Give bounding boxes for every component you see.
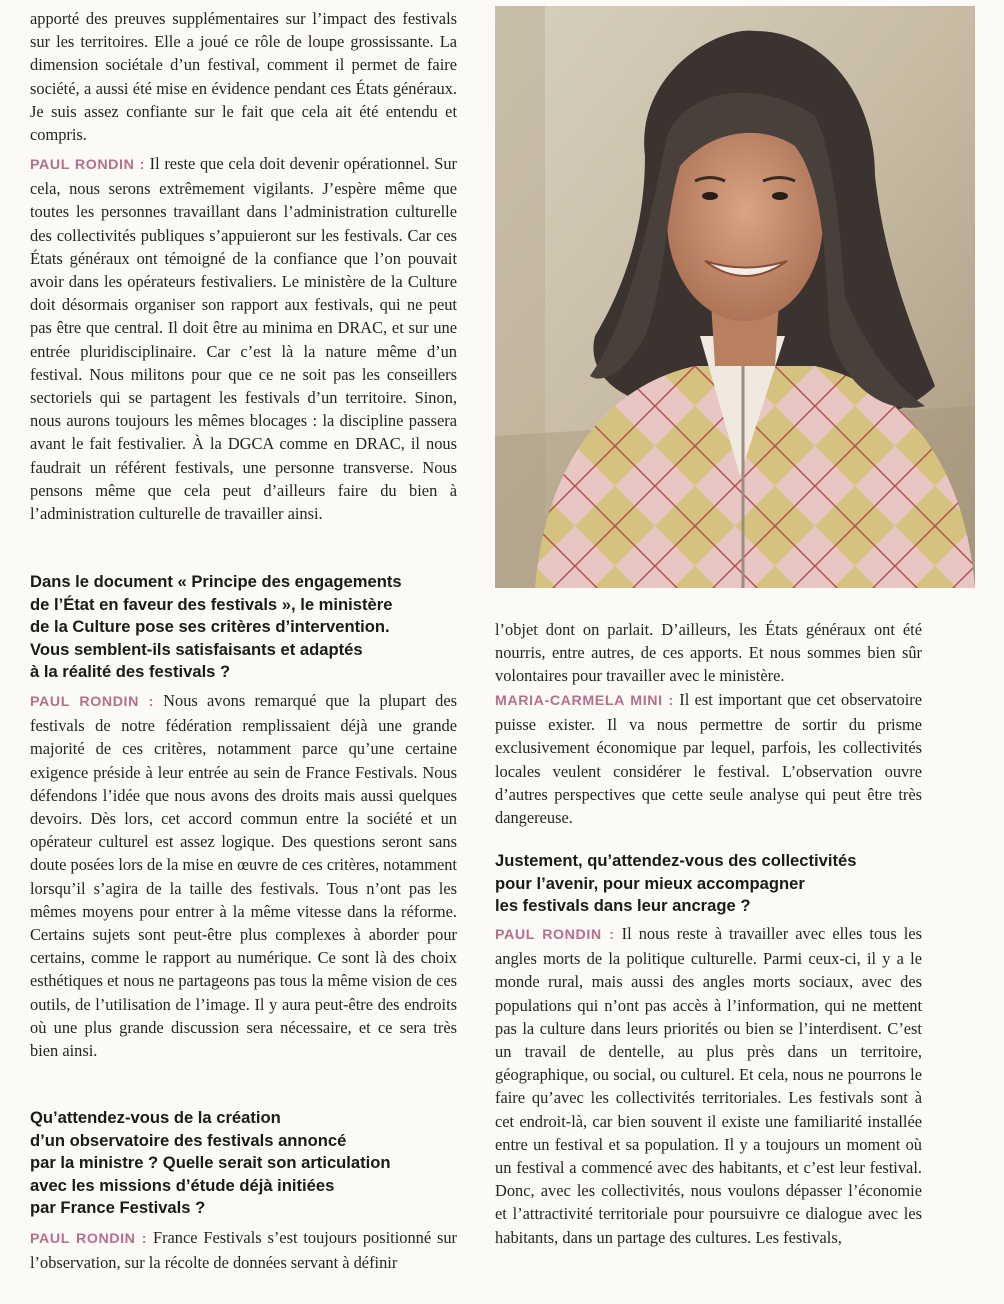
question-line: pour l’avenir, pour mieux accompagner: [495, 873, 805, 893]
paragraph-rondin-2: [30, 689, 457, 1062]
paragraph-right-1: l’objet dont on parlait. D’ailleurs, les États généraux ont été nourris, entre autres, de ces apports. Et nous sommes bien sûr volontaires pour travailler avec le ministère.: [495, 620, 922, 686]
question-line: Vous semblent-ils satisfaisants et adaptés: [30, 639, 363, 659]
paragraph-rondin-3: [30, 1226, 457, 1274]
paragraph-intro: apporté des preuves supplémentaires sur l’impact des festivals sur les territoires. Elle a joué ce rôle de loupe grossissante. La dimension sociétale d’un festival, comment il permet de faire société, a aussi été mise en évidence pendant ces États généraux. Je suis assez confiante sur le fait que cela ait été entendu et compris.: [30, 9, 457, 145]
speaker-label: MARIA-CARMELA MINI :: [495, 693, 674, 709]
speaker-label: PAUL RONDIN :: [30, 1231, 148, 1247]
question-line: Justement, qu’attendez-vous des collectivités: [495, 851, 857, 870]
question-3: [495, 850, 935, 918]
paragraph-rondin-1: [30, 152, 457, 525]
portrait-illustration: [495, 6, 975, 588]
question-line: les festivals dans leur ancrage ?: [495, 896, 751, 916]
speaker-label: PAUL RONDIN :: [30, 694, 154, 710]
paragraph-mini: [495, 688, 922, 829]
question-line: de l’État en faveur des festivals », le ministère: [30, 594, 393, 614]
question-line: d’un observatoire des festivals annoncé: [30, 1130, 347, 1150]
question-line: Qu’attendez-vous de la création: [30, 1108, 281, 1127]
question-1: [30, 571, 470, 684]
speaker-label: PAUL RONDIN :: [495, 927, 615, 943]
answer-text: Il est important que cet observatoire puisse exister. Il va nous permettre de sortir du prisme exclusivement économique par lequel, parfois, les collectivités locales veulent considérer le festival. L’observation ouvre d’autres perspectives que cette seule analyse qui peut être très dangereuse.: [495, 690, 923, 828]
answer-text: France Festivals s’est toujours positionné sur l’observation, sur la récolte de données servant à définir: [30, 1228, 457, 1273]
question-line: par France Festivals ?: [30, 1198, 206, 1218]
paragraph-rondin-4: [495, 922, 922, 1249]
answer-text: Il nous reste à travailler avec elles tous les angles morts de la politique culturelle. Parmi ceux-ci, il y a le monde rural, mais aussi des angles morts sociaux, avec des populations qui n’ont pas accès à l’information, qui ne mettent pas la culture dans leurs priorités ou bien se l’interdisent. C’est un travail de dentelle, au plus près dans un territoire, géographique, ou social, ou culturel. Et cela, nous ne pourrons le faire qu’avec les collectivités territoriales. Les festivals sont à cet endroit-là, car bien souvent il existe une familiarité installée entre un festival et sa population. Il y a toujours un moment où un festival a commencé avec des habitants, et c’est leur festival. Donc, avec les collectivités, nous voulons dépasser l’économie et l’attractivité territoriale pour poursuivre ce dialogue avec les habitants, dans un partage des cultures. Les festivals,: [495, 924, 922, 1247]
question-2: [30, 1107, 470, 1220]
speaker-label: PAUL RONDIN :: [30, 157, 145, 173]
portrait-photo: [495, 6, 975, 588]
question-line: à la réalité des festivals ?: [30, 662, 231, 682]
question-line: Dans le document « Principe des engagements: [30, 572, 402, 591]
question-line: par la ministre ? Quelle serait son articulation: [30, 1153, 391, 1173]
question-line: avec les missions d’étude déjà initiées: [30, 1175, 335, 1195]
answer-text: Il reste que cela doit devenir opérationnel. Sur cela, nous serons extrêmement vigilants. J’espère même que toutes les personnes travaillant dans l’administration culturelle des collectivités publiques s’appuieront sur les festivals. Car ces États généraux ont témoigné de la confiance que l’on pouvait avoir dans les opérateurs festivaliers. Le ministère de la Culture doit désormais organiser son rapport aux festivals, qui ne peut pas être que central. Il doit être au minima en DRAC, et sur une entrée pluridisciplinaire. Car c’est là la nature même d’un festival. Nous militons pour que ce ne soit pas les conseillers sectoriels qui se partagent les festivals d’un territoire. Sinon, nous aurons toujours les mêmes blocages : la discipline passera avant le fait festivalier. À la DGCA comme en DRAC, il nous faudrait un référent festivals, une personne transverse. Nous pensons même que cela peut d’ailleurs faire du bien à l’administration culturelle de travailler ainsi.: [30, 154, 457, 524]
answer-text: Nous avons remarqué que la plupart des festivals de notre fédération remplissaient déjà une grande majorité de ces critères, notamment parce qu’une certaine exigence préside à leur entrée au sein de France Festivals. Nous défendons l’idée que nous avons des droits mais aussi quelques devoirs. Dès lors, cet accord commun entre la société et un opérateur culturel est assez logique. Des questions seront sans doute posées lors de la mise en œuvre de ces critères, notamment lorsqu’il s’agira de la taille des festivals. Tous n’ont pas les mêmes moyens pour entrer à la même vitesse dans la réforme. Certains sujets sont peut-être plus complexes à aborder pour certains, comme le rapport au numérique. Ce sont là des choix esthétiques et nous ne partageons pas tous la même vision de ces outils, de l’utilisation de l’image. Il y aura peut-être des endroits où une plus grande discussion sera nécessaire, et ce sera très bien ainsi.: [30, 691, 457, 1061]
question-line: de la Culture pose ses critères d’intervention.: [30, 617, 390, 637]
